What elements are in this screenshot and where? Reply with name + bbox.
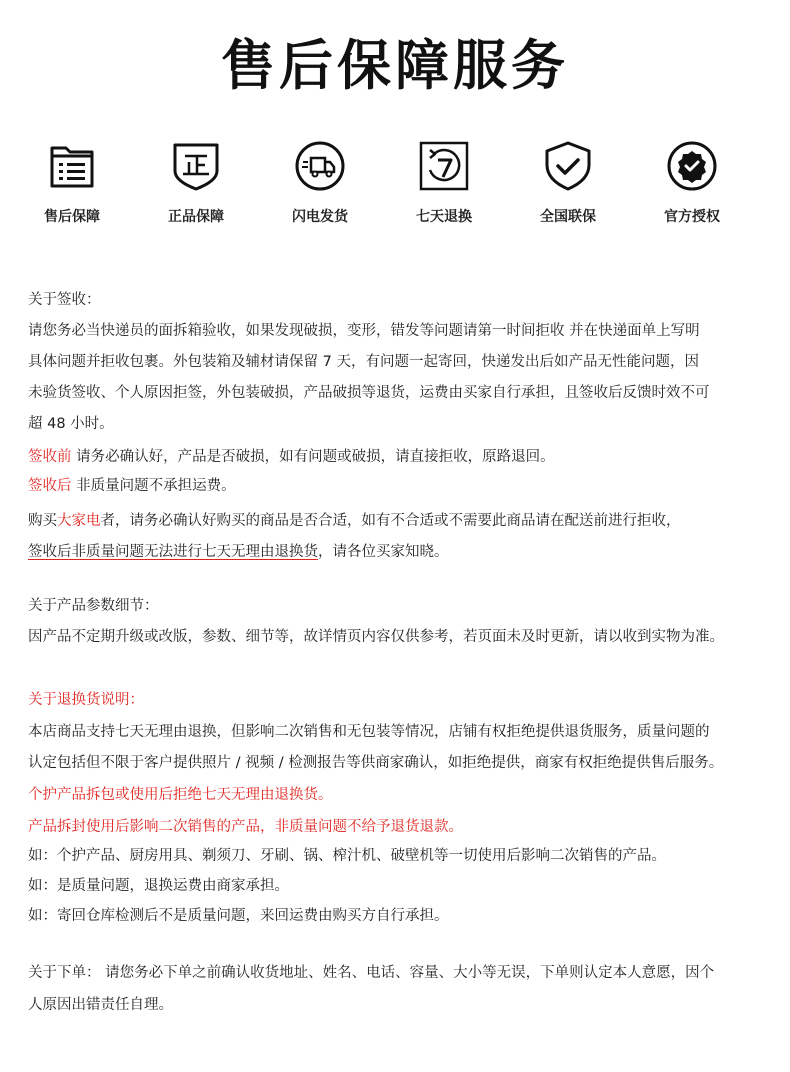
icon-label: 七天退换 <box>416 209 472 225</box>
order-line2: 人原因出错责任自理。 <box>28 997 173 1013</box>
params-line: 因产品不定期升级或改版，参数、细节等，故详情页内容仅供参考，若页面未及时更新，请以收到实物为准。 <box>28 629 724 645</box>
signing-line: 请您务必当快递员的面拆箱验收，如果发现破损，变形，错发等问题请第一时间拒收 并在快递面单上写明 <box>28 323 700 339</box>
service-official-authorization <box>630 140 754 226</box>
before-signing-text: 请务必确认好，产品是否破损，如有问题或破损，请直接拒收，原路退回。 <box>71 449 555 465</box>
icon-label: 闪电发货 <box>292 209 348 225</box>
appliance-note-line2 <box>28 542 449 562</box>
returns-example: 如：寄回仓库检测后不是质量问题，来回运费由购买方自行承担。 <box>28 908 449 924</box>
service-seven-day-return <box>382 140 506 226</box>
order-text: 请您务必下单之前确认收货地址、姓名、电话、容量、大小等无误，下单则认定本人意愿，因个 <box>100 965 715 981</box>
after-signing-text: 非质量问题不承担运费。 <box>71 478 236 494</box>
appliance-note <box>28 511 681 531</box>
service-genuine <box>134 140 258 226</box>
params-heading: 关于产品参数细节： <box>28 598 159 614</box>
returns-example: 如：个护产品、厨房用具、剃须刀、牙刷、锅、榨汁机、破壁机等一切使用后影响二次销售的产品。 <box>28 848 666 864</box>
before-signing-label: 签收前 <box>28 449 72 465</box>
signing-line: 具体问题并拒收包裹。外包装箱及辅材请保留 7 天，有问题一起寄回，快递发出后如产品无性能问题，因 <box>28 354 699 370</box>
appliance-keyword: 大家电 <box>57 513 101 529</box>
after-signing-note <box>28 476 236 496</box>
icon-label: 全国联保 <box>540 209 596 225</box>
service-nationwide-warranty <box>506 140 630 226</box>
before-signing-note <box>28 447 555 467</box>
appliance-suffix: 者，请务必确认好购买的商品是否合适，如有不合适或不需要此商品请在配送前进行拒收， <box>100 513 681 529</box>
returns-red-line: 产品拆封使用后影响二次销售的产品，非质量问题不给予退货退款。 <box>28 819 463 835</box>
order-heading: 关于下单： <box>28 965 101 981</box>
official-badge-icon <box>666 140 718 192</box>
returns-example: 如：是质量问题，退换运费由商家承担。 <box>28 878 289 894</box>
genuine-shield-icon <box>170 140 222 192</box>
service-icons-row <box>0 140 790 240</box>
appliance-end: ，请各位买家知晓。 <box>318 544 449 560</box>
icon-label: 售后保障 <box>44 209 100 225</box>
icon-label: 正品保障 <box>168 209 224 225</box>
page-title: 售后保障服务 <box>221 34 569 97</box>
after-signing-label: 签收后 <box>28 478 72 494</box>
order-line1 <box>28 963 714 983</box>
appliance-prefix: 购买 <box>28 513 57 529</box>
seven-day-return-icon <box>418 140 470 192</box>
signing-line: 超 48 小时。 <box>28 416 114 432</box>
returns-line: 认定包括但不限于客户提供照片 / 视频 / 检测报告等供商家确认，如拒绝提供，商家有权拒绝提供售后服务。 <box>28 755 724 771</box>
signing-heading: 关于签收： <box>28 292 101 308</box>
returns-line: 本店商品支持七天无理由退换，但影响二次销售和无包装等情况，店铺有权拒绝提供退货服务，质量问题的 <box>28 724 710 740</box>
signing-line: 未验货签收、个人原因拒签，外包装破损，产品破损等退货，运费由买家自行承担，且签收后反馈时效不可 <box>28 385 710 401</box>
returns-heading: 关于退换货说明： <box>28 692 144 708</box>
list-document-icon <box>46 140 98 192</box>
returns-red-line: 个护产品拆包或使用后拒绝七天无理由退换货。 <box>28 787 333 803</box>
icon-label: 官方授权 <box>664 209 720 225</box>
check-shield-icon <box>542 140 594 192</box>
appliance-underlined: 签收后非质量问题无法进行七天无理由退换货 <box>28 544 318 560</box>
service-fast-delivery <box>258 140 382 226</box>
service-after-sales <box>10 140 134 226</box>
delivery-truck-icon <box>294 140 346 192</box>
